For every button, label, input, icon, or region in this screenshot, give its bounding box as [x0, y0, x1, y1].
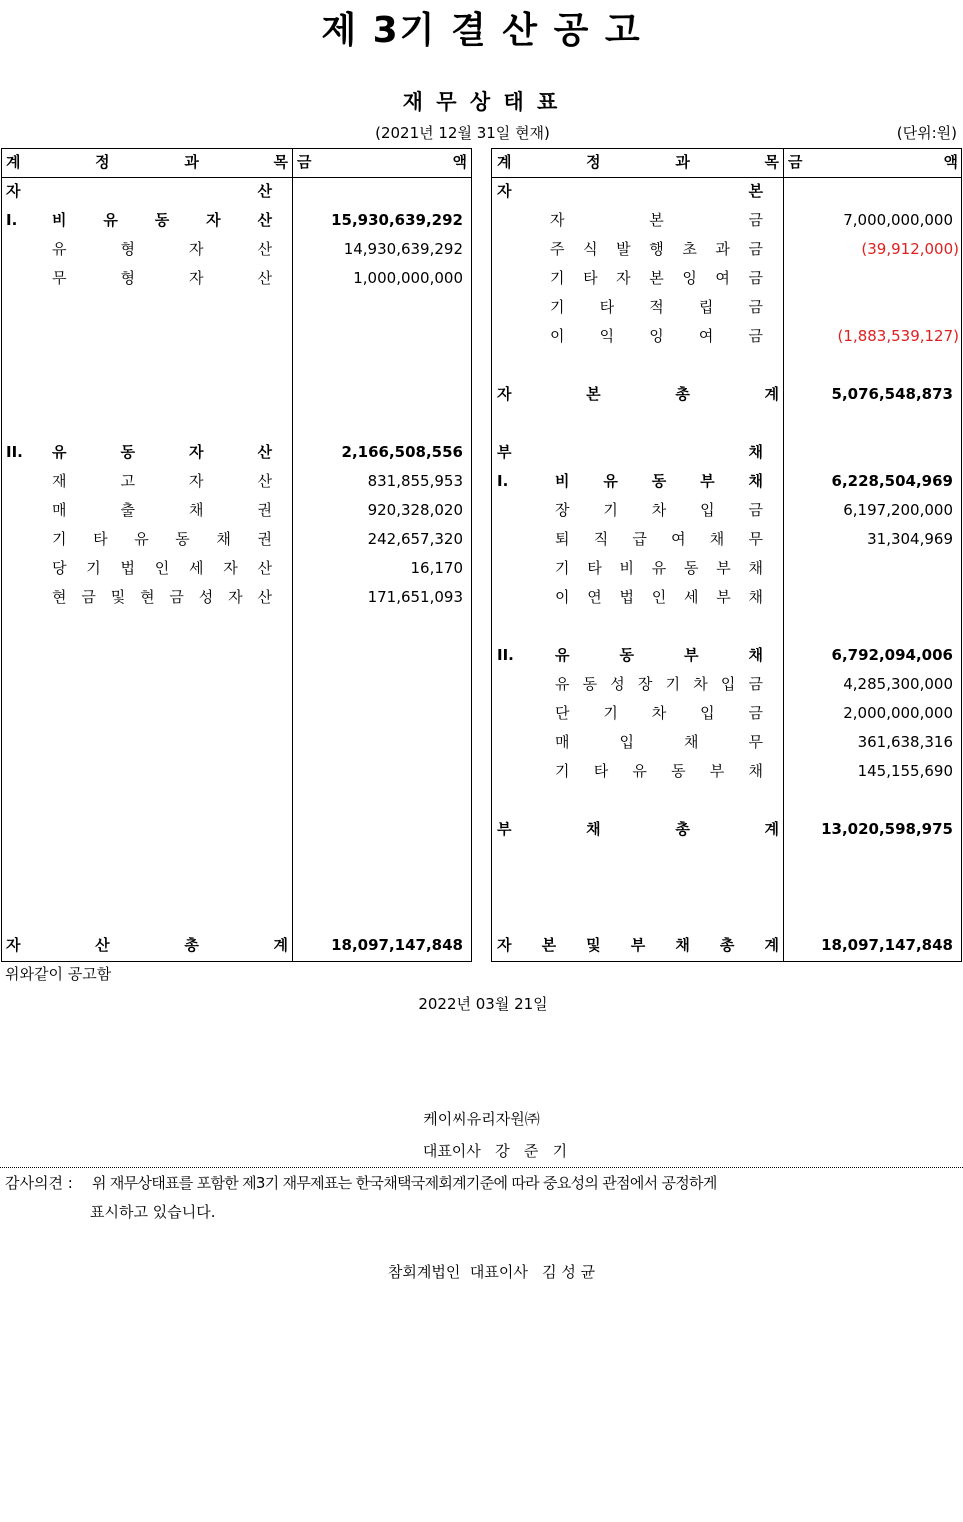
- audit-label: 감사의견 :: [5, 1174, 73, 1192]
- audit-opinion-cont: 표시하고 있습니다.: [90, 1203, 216, 1221]
- divider: [783, 148, 784, 961]
- unit-label: (단위:원): [896, 124, 957, 142]
- statement-title: 재 무 상 태 표: [402, 90, 561, 114]
- liabilities-header-row: [491, 148, 961, 176]
- header-amount: 금 액: [788, 153, 958, 171]
- page-title: 제 3기 결 산 공 고: [321, 10, 642, 51]
- notice-text: 위와같이 공고함: [5, 965, 112, 983]
- header-amount: 금 액: [297, 153, 467, 171]
- header-account: 계 정 과 목: [6, 153, 288, 171]
- auditor-name: 참회계법인 대표이사 김 성 균: [387, 1263, 596, 1281]
- header-account: 계 정 과 목: [497, 153, 779, 171]
- ceo-name: 대표이사 강 준 기: [422, 1142, 568, 1160]
- notice-date: 2022년 03월 21일: [418, 995, 548, 1013]
- divider: [0, 1167, 963, 1168]
- company-name: 케이씨유리자원㈜: [423, 1110, 540, 1128]
- divider: [292, 148, 293, 961]
- assets-header-row: [0, 148, 470, 176]
- statement-date: (2021년 12월 31일 현재): [375, 124, 550, 142]
- audit-opinion: 위 재무상태표를 포함한 제3기 재무제표는 한국채택국제회계기준에 따라 중요성의 관점에서 공정하게: [92, 1174, 717, 1192]
